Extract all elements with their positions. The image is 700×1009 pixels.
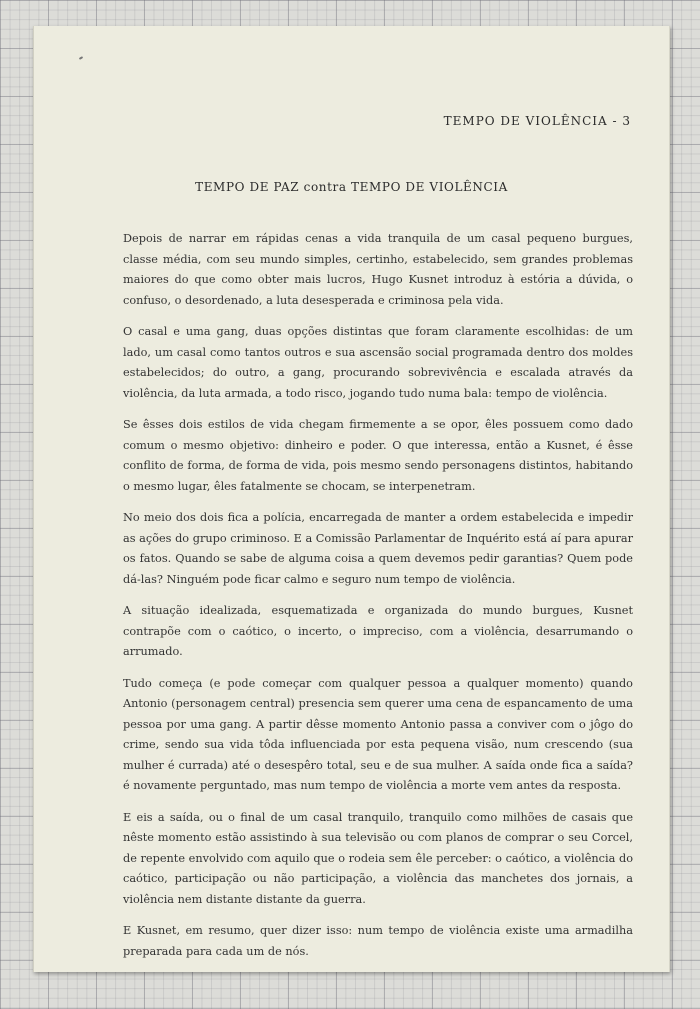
document-body xyxy=(123,229,633,973)
document-page xyxy=(33,26,670,972)
ink-speck xyxy=(79,56,83,60)
paragraph: E Kusnet, em resumo, quer dizer isso: num tempo de violência existe uma armadilha preparada para cada um de nós. xyxy=(123,924,633,958)
running-head: TEMPO DE VIOLÊNCIA - 3 xyxy=(443,114,631,128)
paragraph: Depois de narrar em rápidas cenas a vida tranquila de um casal pequeno burgues, classe média, com seu mundo simples, certinho, estabelecido, sem grandes problemas maiores do que como obter mais lucros, Hugo Kusnet introduz à estória a dúvida, o confuso, o desordenado, a luta desesperada e criminosa pela vida. xyxy=(123,232,633,307)
document-title: TEMPO DE PAZ contra TEMPO DE VIOLÊNCIA xyxy=(195,180,508,194)
paragraph: Se êsses dois estilos de vida chegam firmemente a se opor, êles possuem como dado comum o mesmo objetivo: dinheiro e poder. O que interessa, então a Kusnet, é êsse conflito de forma, de forma de vida, pois mesmo sendo personagens distintos, habitando o mesmo lugar, êles fatalmente se chocam, se interpenetram. xyxy=(123,418,633,493)
paragraph: O casal e uma gang, duas opções distintas que foram claramente escolhidas: de um lado, um casal como tantos outros e sua ascensão social programada dentro dos moldes estabelecidos; do outro, a gang, procurando sobrevivência e escalada através da violência, da luta armada, a todo risco, jogando tudo numa bala: tempo de violência. xyxy=(123,325,633,400)
paragraph: E eis a saída, ou o final de um casal tranquilo, tranquilo como milhões de casais que nêste momento estão assistindo à sua televisão ou com planos de comprar o seu Corcel, de repente envolvido com aquilo que o rodeia sem êle perceber: o caótico, a violência do caótico, participação ou não participação, a violência das manchetes dos jornais, a violência nem distante distante da guerra. xyxy=(123,810,633,906)
paragraph: Tudo começa (e pode começar com qualquer pessoa a qualquer momento) quando Antonio (personagem central) presencia sem querer uma cena de espancamento de uma pessoa por uma gang. A partir dêsse momento Antonio passa a conviver com o jôgo do crime, sendo sua vida tôda influenciada por esta pequena visão, num crescendo (sua mulher é currada) até o desespêro total, seu e de sua mulher. A saída onde fica a saída? é novamente perguntado, mas num tempo de violência a morte vem antes da resposta. xyxy=(123,676,633,792)
paragraph: No meio dos dois fica a polícia, encarregada de manter a ordem estabelecida e impedir as ações do grupo criminoso. E a Comissão Parlamentar de Inquérito está aí para apurar os fatos. Quando se sabe de alguma coisa a quem devemos pedir garantias? Quem pode dá-las? Ninguém pode ficar calmo e seguro num tempo de violência. xyxy=(123,511,633,586)
paragraph: A situação idealizada, esquematizada e organizada do mundo burgues, Kusnet contrapõe com o caótico, o incerto, o impreciso, com a violência, desarrumando o arrumado. xyxy=(123,604,633,658)
